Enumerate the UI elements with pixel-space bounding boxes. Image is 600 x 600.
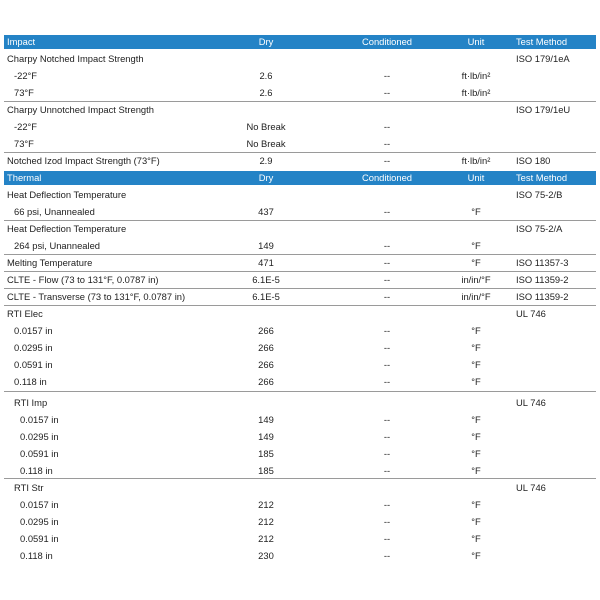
property-label: 73°F: [14, 138, 34, 149]
conditioned-value: --: [383, 414, 391, 425]
header-dry: Dry: [258, 36, 274, 47]
conditioned-value: --: [383, 376, 391, 387]
test-method-value: ISO 11359-2: [516, 291, 569, 302]
dry-value: No Break: [246, 121, 286, 132]
test-method-value: ISO 75-2/A: [516, 223, 563, 234]
unit-value: in/in/°F: [461, 274, 491, 285]
property-label: RTI Imp: [14, 397, 48, 408]
dry-value: 149: [258, 431, 274, 442]
dry-value: 6.1E-5: [252, 274, 280, 285]
conditioned-value: --: [383, 291, 391, 302]
unit-value: °F: [471, 240, 481, 251]
conditioned-value: --: [383, 516, 391, 527]
conditioned-value: --: [383, 121, 391, 132]
row-divider: [4, 101, 596, 102]
unit-value: ft·lb/in²: [461, 155, 491, 166]
conditioned-value: --: [383, 448, 391, 459]
unit-value: °F: [471, 448, 481, 459]
row-divider: [4, 288, 596, 289]
header-property: Thermal: [7, 172, 42, 183]
dry-value: 266: [258, 325, 274, 336]
header-property: Impact: [7, 36, 36, 47]
property-label: 0.0157 in: [14, 325, 53, 336]
unit-value: °F: [471, 550, 481, 561]
test-method-value: ISO 180: [516, 155, 551, 166]
row-divider: [4, 254, 596, 255]
conditioned-value: --: [383, 87, 391, 98]
unit-value: °F: [471, 206, 481, 217]
row-divider: [4, 152, 596, 153]
test-method-value: ISO 179/1eU: [516, 104, 571, 115]
header-test-method: Test Method: [516, 172, 568, 183]
row-divider: [4, 478, 596, 479]
dry-value: 2.6: [259, 87, 273, 98]
conditioned-value: --: [383, 325, 391, 336]
header-test-method: Test Method: [516, 36, 568, 47]
dry-value: 2.6: [259, 70, 273, 81]
conditioned-value: --: [383, 465, 391, 476]
property-label: RTI Str: [14, 482, 44, 493]
conditioned-value: --: [383, 155, 391, 166]
row-divider: [4, 220, 596, 221]
header-dry: Dry: [258, 172, 274, 183]
property-label: 0.0591 in: [14, 359, 53, 370]
test-method-value: ISO 11359-2: [516, 274, 569, 285]
conditioned-value: --: [383, 533, 391, 544]
test-method-value: ISO 11357-3: [516, 257, 569, 268]
property-label: -22°F: [14, 70, 38, 81]
conditioned-value: --: [383, 70, 391, 81]
header-unit: Unit: [467, 36, 485, 47]
row-divider: [4, 271, 596, 272]
property-label: 0.0295 in: [14, 342, 53, 353]
property-label: Heat Deflection Temperature: [7, 189, 127, 200]
unit-value: in/in/°F: [461, 291, 491, 302]
unit-value: °F: [471, 414, 481, 425]
dry-value: No Break: [246, 138, 286, 149]
property-label: Charpy Unnotched Impact Strength: [7, 104, 154, 115]
dry-value: 437: [258, 206, 274, 217]
property-label: 264 psi, Unannealed: [14, 240, 101, 251]
unit-value: °F: [471, 516, 481, 527]
property-label: 0.0591 in: [20, 448, 59, 459]
dry-value: 212: [258, 533, 274, 544]
dry-value: 212: [258, 499, 274, 510]
property-label: 66 psi, Unannealed: [14, 206, 95, 217]
dry-value: 471: [258, 257, 274, 268]
test-method-value: UL 746: [516, 397, 546, 408]
property-label: 0.0295 in: [20, 431, 59, 442]
property-label: Notched Izod Impact Strength (73°F): [7, 155, 160, 166]
unit-value: °F: [471, 325, 481, 336]
property-label: 0.0591 in: [20, 533, 59, 544]
property-label: 0.118 in: [20, 550, 53, 561]
unit-value: °F: [471, 431, 481, 442]
conditioned-value: --: [383, 550, 391, 561]
unit-value: °F: [471, 376, 481, 387]
dry-value: 230: [258, 550, 274, 561]
property-label: CLTE - Flow (73 to 131°F, 0.0787 in): [7, 274, 159, 285]
conditioned-value: --: [383, 499, 391, 510]
conditioned-value: --: [383, 431, 391, 442]
unit-value: °F: [471, 359, 481, 370]
property-label: RTI Elec: [7, 308, 43, 319]
property-label: 0.118 in: [20, 465, 53, 476]
property-label: CLTE - Transverse (73 to 131°F, 0.0787 in): [7, 291, 186, 302]
row-divider: [4, 391, 596, 392]
property-label: Heat Deflection Temperature: [7, 223, 127, 234]
header-conditioned: Conditioned: [361, 36, 413, 47]
property-label: 73°F: [14, 87, 34, 98]
conditioned-value: --: [383, 257, 391, 268]
property-label: Charpy Notched Impact Strength: [7, 53, 144, 64]
unit-value: °F: [471, 499, 481, 510]
test-method-value: ISO 179/1eA: [516, 53, 570, 64]
row-divider: [4, 305, 596, 306]
dry-value: 266: [258, 376, 274, 387]
property-label: 0.0295 in: [20, 516, 59, 527]
conditioned-value: --: [383, 206, 391, 217]
dry-value: 149: [258, 240, 274, 251]
conditioned-value: --: [383, 240, 391, 251]
dry-value: 149: [258, 414, 274, 425]
unit-value: °F: [471, 465, 481, 476]
unit-value: °F: [471, 533, 481, 544]
test-method-value: UL 746: [516, 308, 546, 319]
test-method-value: ISO 75-2/B: [516, 189, 563, 200]
dry-value: 6.1E-5: [252, 291, 280, 302]
dry-value: 2.9: [259, 155, 273, 166]
unit-value: ft·lb/in²: [461, 70, 491, 81]
dry-value: 266: [258, 342, 274, 353]
unit-value: °F: [471, 257, 481, 268]
unit-value: °F: [471, 342, 481, 353]
property-label: -22°F: [14, 121, 38, 132]
conditioned-value: --: [383, 274, 391, 285]
conditioned-value: --: [383, 138, 391, 149]
conditioned-value: --: [383, 342, 391, 353]
dry-value: 185: [258, 448, 274, 459]
header-conditioned: Conditioned: [361, 172, 413, 183]
property-label: 0.0157 in: [20, 499, 59, 510]
property-label: 0.118 in: [14, 376, 47, 387]
conditioned-value: --: [383, 359, 391, 370]
property-label: 0.0157 in: [20, 414, 59, 425]
property-label: Melting Temperature: [7, 257, 93, 268]
test-method-value: UL 746: [516, 482, 546, 493]
unit-value: ft·lb/in²: [461, 87, 491, 98]
thermal-header: [4, 171, 596, 185]
header-unit: Unit: [467, 172, 485, 183]
dry-value: 185: [258, 465, 274, 476]
dry-value: 266: [258, 359, 274, 370]
dry-value: 212: [258, 516, 274, 527]
impact-header: [4, 35, 596, 49]
